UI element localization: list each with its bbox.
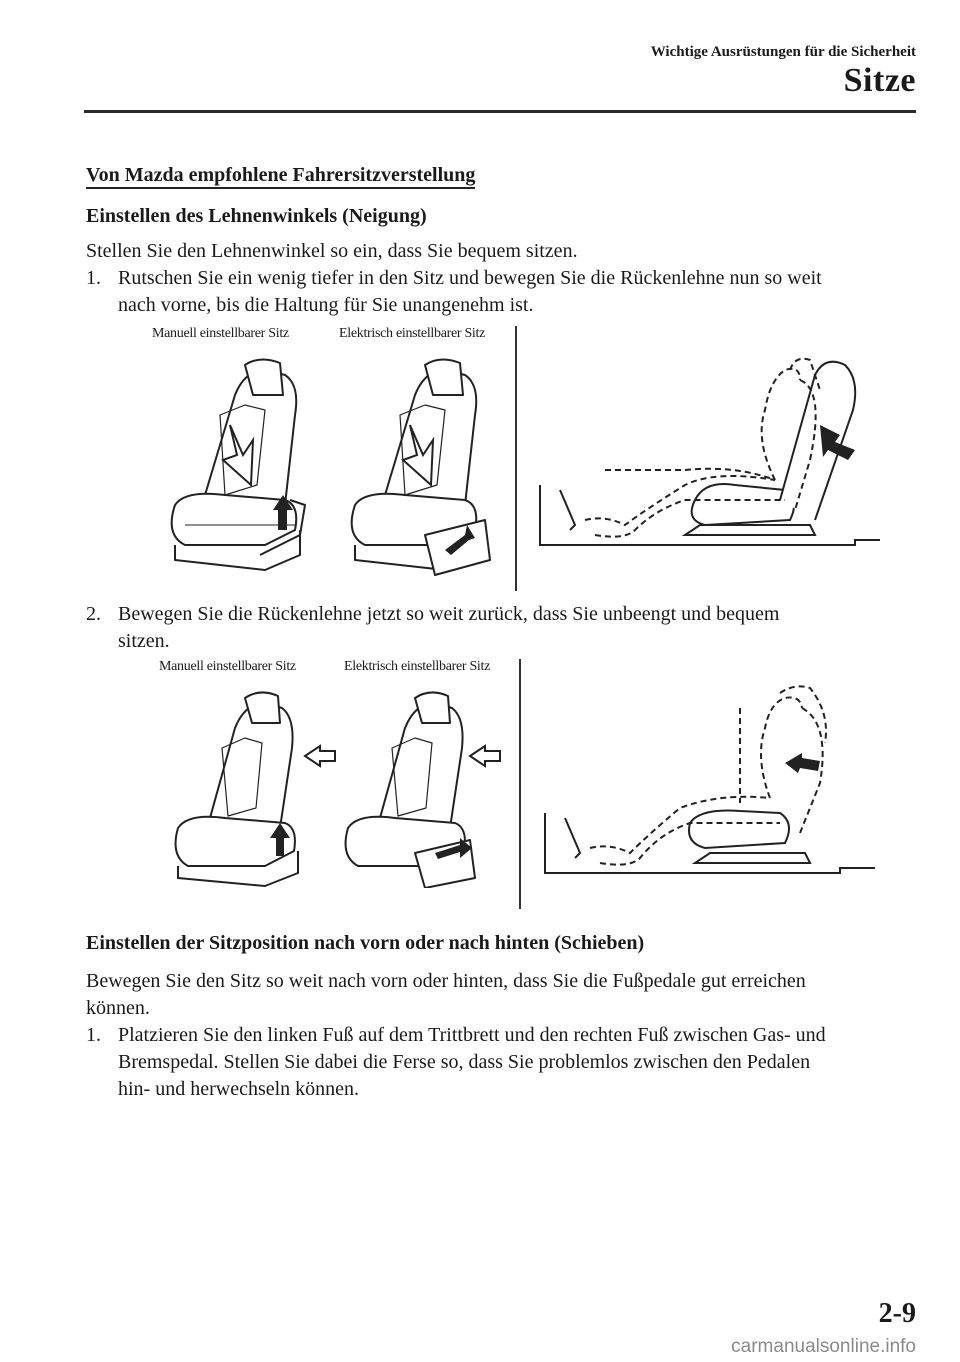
figure-divider (515, 326, 517, 591)
page-title: Sitze (843, 62, 916, 99)
list-number: 1. (86, 1024, 101, 1046)
driver-posture-illustration-backward (540, 683, 880, 888)
caption-manual-seat: Manuell einstellbarer Sitz (152, 326, 289, 341)
step2-line2: sitzen. (118, 630, 170, 652)
subheading-recline: Einstellen des Lehnenwinkels (Neigung) (86, 205, 427, 227)
page-number: 2-9 (878, 1298, 916, 1329)
watermark: carmanualsonline.info (731, 1336, 916, 1357)
list-number: 2. (86, 603, 101, 625)
header-divider (84, 110, 916, 113)
list-number: 1. (86, 267, 101, 289)
electric-seat-illustration-forward (345, 355, 515, 585)
step1-line1: Rutschen Sie ein wenig tiefer in den Sitz und bewegen Sie die Rückenlehne nun so weit (118, 267, 822, 289)
driver-posture-illustration-forward (535, 350, 880, 560)
manual-seat-illustration-backward (170, 688, 345, 888)
intro-slide-line1: Bewegen Sie den Sitz so weit nach vorn oder hinten, dass Sie die Fußpedale gut erreichen (86, 970, 806, 992)
step3-line3: hin- und herwechseln können. (118, 1078, 360, 1100)
intro-recline: Stellen Sie den Lehnenwinkel so ein, dass Sie bequem sitzen. (86, 240, 578, 262)
manual-seat-illustration-forward (165, 355, 345, 585)
section-heading (86, 162, 475, 188)
intro-slide-line2: können. (86, 997, 150, 1019)
figure-divider (519, 659, 521, 909)
step3-line2: Bremspedal. Stellen Sie dabei die Ferse so, dass Sie problemlos zwischen den Pedalen (118, 1051, 811, 1073)
electric-seat-illustration-backward (340, 688, 515, 888)
subheading-slide: Einstellen der Sitzposition nach vorn oder nach hinten (Schieben) (86, 932, 645, 954)
caption-electric-seat: Elektrisch einstellbarer Sitz (344, 659, 491, 674)
list-item-step2 (86, 601, 916, 655)
step3-line1: Platzieren Sie den linken Fuß auf dem Trittbrett und den rechten Fuß zwischen Gas- und (118, 1024, 826, 1046)
step1-line2: nach vorne, bis die Haltung für Sie unangenehm ist. (118, 294, 534, 316)
caption-manual-seat: Manuell einstellbarer Sitz (159, 659, 296, 674)
caption-electric-seat: Elektrisch einstellbarer Sitz (339, 326, 486, 341)
step2-line1: Bewegen Sie die Rückenlehne jetzt so weit zurück, dass Sie unbeengt und bequem (118, 603, 780, 625)
section-heading-text: Von Mazda empfohlene Fahrersitzverstellung (86, 164, 475, 189)
list-item-step3 (86, 1022, 916, 1103)
section-title: Wichtige Ausrüstungen für die Sicherheit (650, 44, 916, 60)
list-item-step1 (86, 265, 916, 319)
